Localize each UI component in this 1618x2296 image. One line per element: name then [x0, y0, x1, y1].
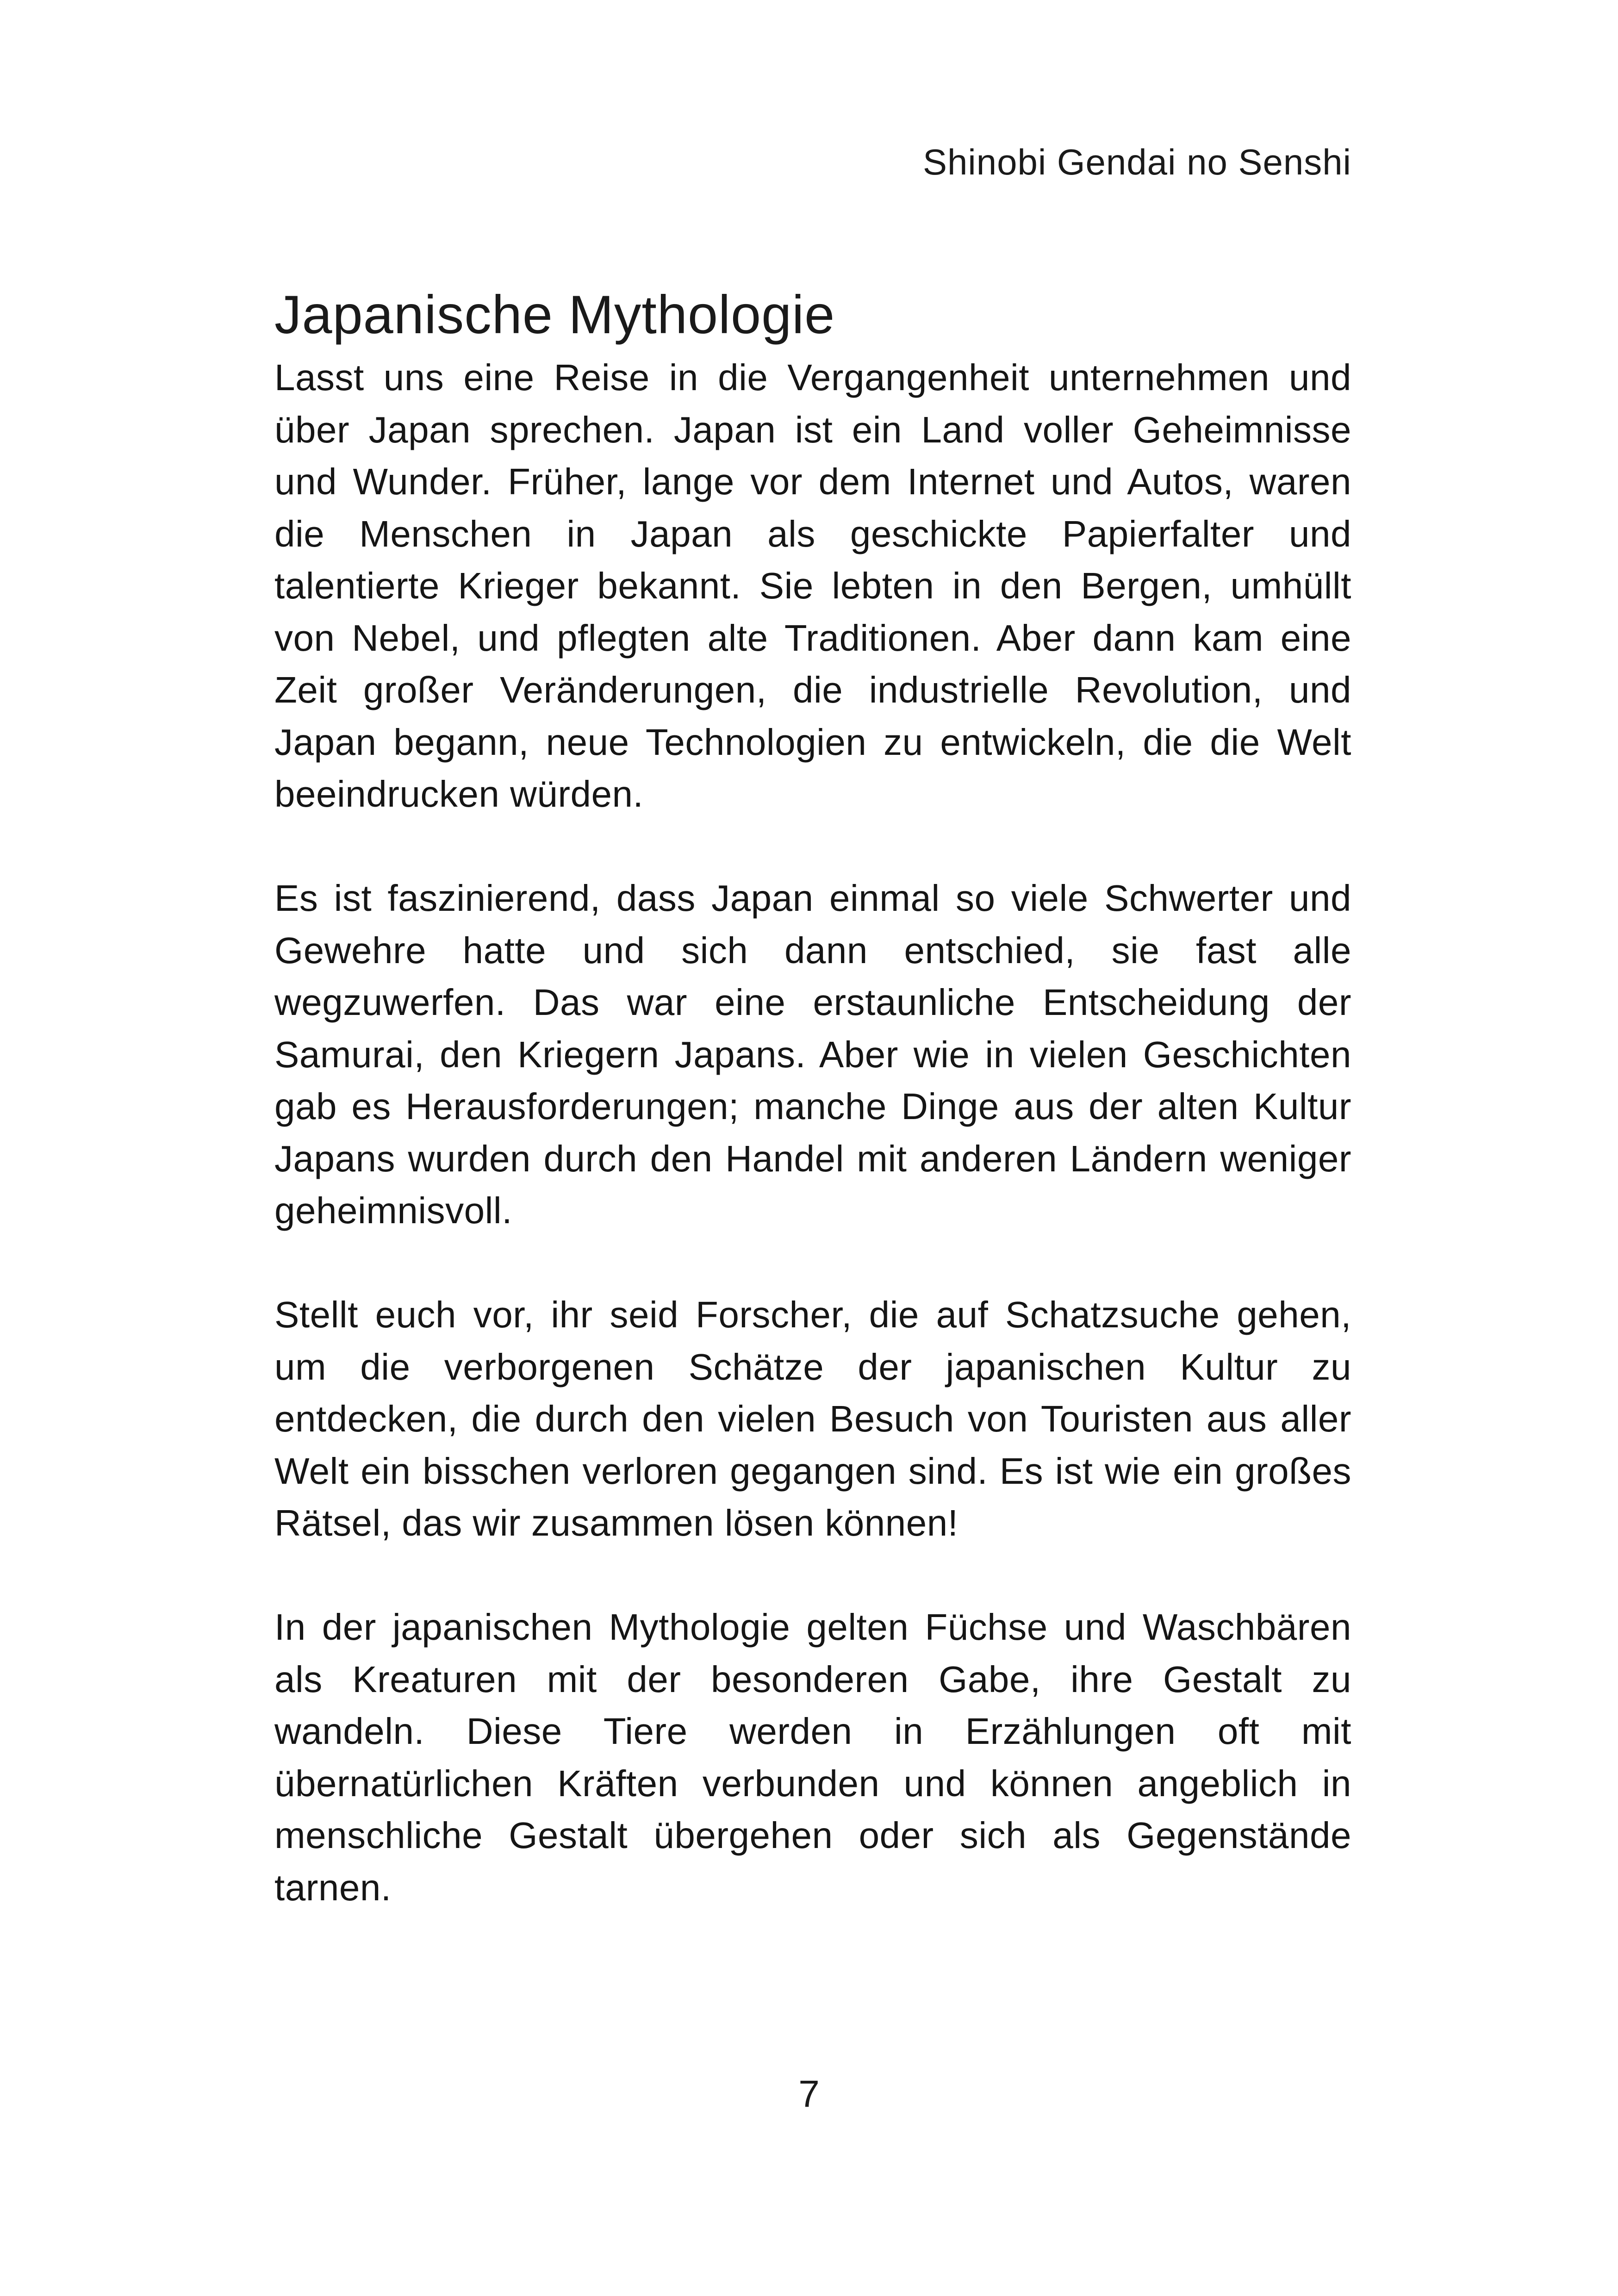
page-number: 7: [798, 2073, 820, 2115]
running-header-book-title: Shinobi Gendai no Senshi: [923, 142, 1351, 182]
chapter-title: Japanische Mythologie: [274, 284, 835, 345]
body-paragraph-4: In der japanischen Mythologie gelten Füchse und Waschbären als Kreaturen mit der besonderen Gabe, ihre Gestalt zu wandeln. Diese Tiere werden in Erzählungen oft mit übernatürlichen Kräften verbunden und können angeblich in menschliche Gestalt übergehen oder sich als Gegenstände tarnen.: [274, 1606, 1351, 1908]
page-content: [274, 278, 1351, 1914]
body-paragraph-2: Es ist faszinierend, dass Japan einmal so viele Schwerter und Gewehre hatte und sich dann entschied, sie fast alle wegzuwerfen. Das war eine erstaunliche Entscheidung der Samurai, den Kriegern Japans. Aber wie in vielen Geschichten gab es Herausforderungen; manche Dinge aus der alten Kultur Japans wurden durch den Handel mit anderen Ländern weniger geheimnisvoll.: [274, 877, 1351, 1231]
body-paragraph-1: Lasst uns eine Reise in die Vergangenheit unternehmen und über Japan sprechen. Japan ist ein Land voller Geheimnisse und Wunder. Früher, lange vor dem Internet und Autos, waren die Menschen in Japan als geschickte Papierfalter und talentierte Krieger bekannt. Sie lebten in den Bergen, umhüllt von Nebel, und pflegten alte Traditionen. Aber dann kam eine Zeit großer Veränderungen, die industrielle Revolution, und Japan begann, neue Technologien zu entwickeln, die die Welt beeindrucken würden.: [274, 357, 1351, 815]
body-paragraph-3: Stellt euch vor, ihr seid Forscher, die auf Schatzsuche gehen, um die verborgenen Schätze der japanischen Kultur zu entdecken, die durch den vielen Besuch von Touristen aus aller Welt ein bisschen verloren gegangen sind. Es ist wie ein großes Rätsel, das wir zusammen lösen können!: [274, 1294, 1351, 1543]
